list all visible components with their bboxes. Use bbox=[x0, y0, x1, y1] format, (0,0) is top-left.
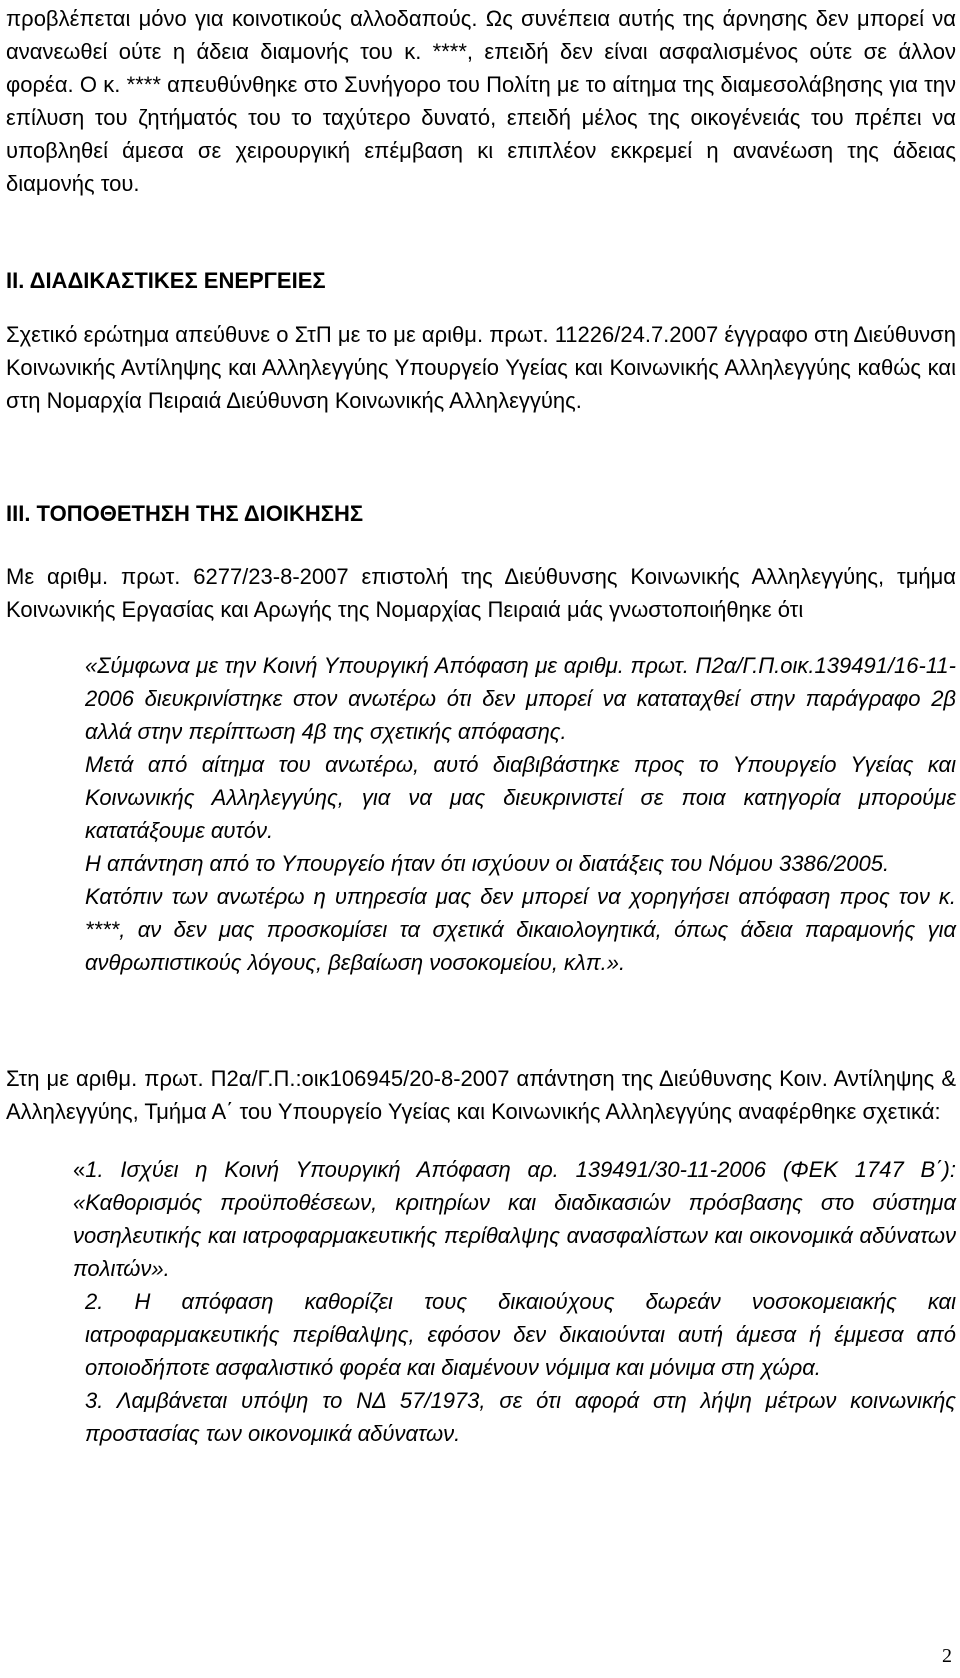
list-item-prefix: « bbox=[73, 1157, 86, 1182]
section-heading-administration: ΙΙΙ. ΤΟΠΟΘΕΤΗΣΗ ΤΗΣ ΔΙΟΙΚΗΣΗΣ bbox=[6, 501, 364, 526]
ministry-reply-paragraph: Στη με αριθμ. πρωτ. Π2α/Γ.Π.:οικ106945/20-8-2007 απάντηση της Διεύθυνσης Κοιν. Αντίληψης & Αλληλεγγύης, Τμήμα Α΄ του Υπουργείο Υγείας και Κοινωνικής Αλληλεγγύης αναφέρθηκε σχετικά: bbox=[6, 1066, 956, 1124]
ministry-reply-list bbox=[73, 1153, 956, 1450]
section-heading-procedures: ΙΙ. ΔΙΑΔΙΚΑΣΤΙΚΕΣ ΕΝΕΡΓΕΙΕΣ bbox=[6, 268, 326, 293]
procedures-paragraph: Σχετικό ερώτημα απεύθυνε ο ΣτΠ με το με αριθμ. πρωτ. 11226/24.7.2007 έγγραφο στη Διεύθυνση Κοινωνικής Αντίληψης και Αλληλεγγύης Υπουργείο Υγείας και Κοινωνικής Αλληλεγγύης καθώς και στη Νομαρχία Πειραιά Διεύθυνση Κοινωνικής Αλληλεγγύης. bbox=[6, 322, 956, 413]
quote-paragraph: Μετά από αίτημα του ανωτέρω, αυτό διαβιβάστηκε προς το Υπουργείο Υγείας και Κοινωνικής Αλληλεγγύης, για να μας διευκρινιστεί σε ποια κατηγορία μπορούμε κατατάξουμε αυτόν. bbox=[85, 752, 956, 843]
quote-paragraph: «Σύμφωνα με την Κοινή Υπουργική Απόφαση με αριθμ. πρωτ. Π2α/Γ.Π.οικ.139491/16-11-2006 διευκρινίστηκε στον ανωτέρω ότι δεν μπορεί να καταταχθεί στην παράγραφο 2β αλλά στην περίπτωση 4β της σχετικής απόφασης. bbox=[85, 653, 956, 744]
list-item bbox=[73, 1153, 956, 1285]
list-item bbox=[85, 1285, 956, 1384]
list-item bbox=[85, 1384, 956, 1450]
quote-paragraph: Η απάντηση από το Υπουργείο ήταν ότι ισχύουν οι διατάξεις του Νόμου 3386/2005. bbox=[85, 851, 890, 876]
intro-paragraph: προβλέπεται μόνο για κοινοτικούς αλλοδαπούς. Ως συνέπεια αυτής της άρνησης δεν μπορεί να ανανεωθεί ούτε η άδεια διαμονής του κ. ****, επειδή δεν είναι ασφαλισμένος ούτε σε άλλον φορέα. Ο κ. **** απευθύνθηκε στο Συνήγορο του Πολίτη με το αίτημα της διαμεσολάβησης για την επίλυση του ζητήματός του το ταχύτερο δυνατό, επειδή μέλος της οικογένειάς του πρέπει να υποβληθεί άμεσα σε χειρουργική επέμβαση κι επιπλέον εκκρεμεί η ανανέωση της άδειας διαμονής του. bbox=[6, 6, 956, 196]
administration-quote bbox=[85, 649, 956, 979]
page-number: 2 bbox=[942, 1645, 952, 1667]
quote-paragraph: Κατόπιν των ανωτέρω η υπηρεσία μας δεν μπορεί να χορηγήσει απόφαση προς τον κ. ****, αν δεν μας προσκομίσει τα σχετικά δικαιολογητικά, όπως άδεια παραμονής για ανθρωπιστικούς λόγους, βεβαίωση νοσοκομείου, κλπ.». bbox=[85, 884, 956, 975]
list-item-text: 2. Η απόφαση καθορίζει τους δικαιούχους δωρεάν νοσοκομειακής και ιατροφαρμακευτικής περίθαλψης, εφόσον δεν δικαιούνται αυτή άμεσα ή έμμεσα από οποιοδήποτε ασφαλιστικό φορέα και διαμένουν νόμιμα και μόνιμα στη χώρα. bbox=[85, 1289, 956, 1380]
list-item-text: 3. Λαμβάνεται υπόψη το ΝΔ 57/1973, σε ότι αφορά στη λήψη μέτρων κοινωνικής προστασίας των οικονομικά αδύνατων. bbox=[85, 1388, 956, 1446]
list-item-text: 1. Ισχύει η Κοινή Υπουργική Απόφαση αρ. 139491/30-11-2006 (ΦΕΚ 1747 Β΄): «Καθορισμός προϋποθέσεων, κριτηρίων και διαδικασιών πρόσβασης στο σύστημα νοσηλευτικής και ιατροφαρμακευτικής περίθαλψης ανασφαλίστων και οικονομικά αδύνατων πολιτών». bbox=[73, 1157, 956, 1281]
administration-paragraph: Με αριθμ. πρωτ. 6277/23-8-2007 επιστολή της Διεύθυνσης Κοινωνικής Αλληλεγγύης, τμήμα Κοινωνικής Εργασίας και Αρωγής της Νομαρχίας Πειραιά μάς γνωστοποιήθηκε ότι bbox=[6, 564, 956, 622]
